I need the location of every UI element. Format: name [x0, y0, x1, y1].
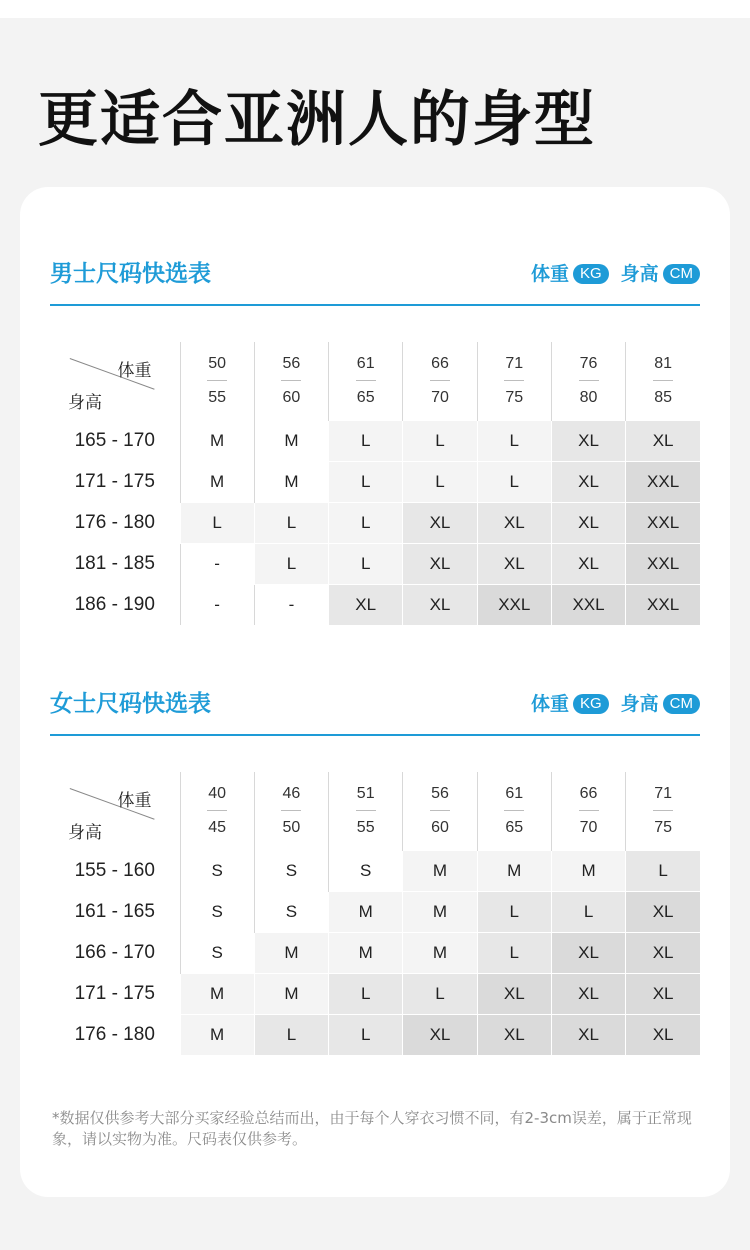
size-cell: L [329, 503, 403, 544]
table-row [50, 421, 700, 462]
weight-min: 40 [208, 785, 227, 802]
range-separator [281, 380, 301, 381]
size-cell: M [254, 933, 328, 974]
table-row [50, 585, 700, 626]
weight-range-header [626, 772, 700, 851]
weight-unit-label: 体重 [530, 263, 569, 285]
women-section-header [50, 687, 700, 727]
weight-min: 81 [654, 355, 672, 372]
size-cell: XL [551, 503, 625, 544]
size-cell: L [254, 544, 328, 585]
weight-min: 56 [282, 355, 301, 372]
weight-max: 85 [654, 389, 672, 406]
size-cell: XL [551, 421, 625, 462]
size-cell: L [551, 892, 625, 933]
men-size-table [50, 342, 700, 625]
size-cell: XXL [551, 585, 625, 626]
range-separator [504, 380, 524, 381]
size-cell: S [180, 892, 254, 933]
height-range-cell: 171 - 175 [50, 462, 180, 503]
weight-min: 71 [505, 355, 524, 372]
size-cell: S [180, 851, 254, 892]
size-cell: L [329, 1015, 403, 1056]
men-section-header [50, 257, 700, 297]
height-range-cell: 176 - 180 [50, 503, 180, 544]
size-cell: XL [551, 462, 625, 503]
weight-min: 46 [282, 785, 301, 802]
section-divider [50, 734, 700, 736]
height-axis-label: 身高 [68, 823, 102, 843]
size-cell: M [403, 933, 477, 974]
weight-max: 75 [505, 389, 524, 406]
size-cell: M [180, 1015, 254, 1056]
range-separator [579, 810, 599, 811]
weight-range-header [329, 772, 403, 851]
size-cell: XL [477, 544, 551, 585]
unit-legend [531, 261, 700, 287]
weight-max: 55 [208, 389, 227, 406]
size-cell: M [180, 421, 254, 462]
weight-range-header [403, 772, 477, 851]
size-cell: L [329, 544, 403, 585]
size-chart-card [20, 187, 730, 1197]
height-axis-label: 身高 [68, 393, 102, 413]
header-row [50, 342, 700, 421]
weight-max: 60 [282, 389, 301, 406]
size-cell: XL [477, 503, 551, 544]
size-cell: - [180, 585, 254, 626]
weight-range-header [477, 772, 551, 851]
kg-unit-badge: KG [573, 694, 609, 714]
size-cell: XL [626, 974, 700, 1015]
size-cell: XL [329, 585, 403, 626]
weight-min: 76 [579, 355, 598, 372]
size-cell: L [329, 421, 403, 462]
range-separator [430, 810, 450, 811]
weight-max: 55 [356, 819, 375, 836]
range-separator [207, 810, 227, 811]
size-cell: - [254, 585, 328, 626]
size-cell: S [329, 851, 403, 892]
size-cell: XL [626, 892, 700, 933]
size-cell: XL [477, 974, 551, 1015]
weight-range-header [551, 772, 625, 851]
size-cell: M [180, 462, 254, 503]
height-range-cell: 165 - 170 [50, 421, 180, 462]
size-cell: XXL [626, 585, 700, 626]
weight-range-header [254, 772, 328, 851]
weight-max: 60 [431, 819, 449, 836]
weight-min: 51 [356, 785, 375, 802]
range-separator [579, 380, 599, 381]
height-unit-label: 身高 [620, 693, 659, 715]
weight-range-header [254, 342, 328, 421]
weight-range-header [626, 342, 700, 421]
height-range-cell: 176 - 180 [50, 1015, 180, 1056]
weight-max: 45 [208, 819, 227, 836]
height-range-cell: 186 - 190 [50, 585, 180, 626]
size-cell: M [551, 851, 625, 892]
size-cell: S [180, 933, 254, 974]
size-cell: XL [626, 1015, 700, 1056]
size-cell: XXL [477, 585, 551, 626]
weight-min: 56 [431, 785, 449, 802]
size-cell: M [403, 851, 477, 892]
table-row [50, 851, 700, 892]
weight-min: 50 [208, 355, 227, 372]
table-row [50, 892, 700, 933]
table-row [50, 544, 700, 585]
page-title: 更适合亚洲人的身型 [38, 85, 596, 155]
height-unit-label: 身高 [620, 263, 659, 285]
size-cell: XL [403, 503, 477, 544]
weight-max: 75 [654, 819, 672, 836]
size-cell: M [254, 421, 328, 462]
weight-max: 70 [431, 389, 449, 406]
size-cell: - [180, 544, 254, 585]
range-separator [653, 810, 673, 811]
size-cell: M [254, 462, 328, 503]
size-cell: S [254, 892, 328, 933]
kg-unit-badge: KG [573, 264, 609, 284]
size-cell: XL [477, 1015, 551, 1056]
size-cell: M [329, 892, 403, 933]
weight-min: 66 [579, 785, 598, 802]
weight-max: 65 [505, 819, 524, 836]
size-cell: XL [403, 544, 477, 585]
weight-max: 70 [579, 819, 598, 836]
height-range-cell: 166 - 170 [50, 933, 180, 974]
weight-axis-label: 体重 [117, 361, 152, 381]
size-cell: M [403, 892, 477, 933]
height-range-cell: 155 - 160 [50, 851, 180, 892]
size-cell: M [180, 974, 254, 1015]
weight-min: 61 [356, 355, 375, 372]
size-cell: XL [551, 933, 625, 974]
range-separator [504, 810, 524, 811]
size-cell: L [254, 1015, 328, 1056]
size-cell: L [254, 503, 328, 544]
range-separator [653, 380, 673, 381]
size-cell: S [254, 851, 328, 892]
height-range-cell: 161 - 165 [50, 892, 180, 933]
size-cell: L [626, 851, 700, 892]
women-size-section [50, 687, 700, 1045]
size-cell: L [329, 462, 403, 503]
height-range-cell: 181 - 185 [50, 544, 180, 585]
weight-range-header [180, 772, 254, 851]
corner-header-cell [50, 772, 180, 851]
weight-axis-label: 体重 [117, 791, 152, 811]
weight-range-header [180, 342, 254, 421]
size-cell: XXL [626, 462, 700, 503]
weight-max: 65 [356, 389, 375, 406]
top-band [0, 0, 750, 18]
cm-unit-badge: CM [663, 264, 700, 284]
weight-range-header [403, 342, 477, 421]
size-cell: M [329, 933, 403, 974]
weight-min: 71 [654, 785, 672, 802]
weight-range-header [477, 342, 551, 421]
women-section-title: 女士尺码快选表 [50, 691, 211, 717]
weight-min: 66 [431, 355, 449, 372]
section-divider [50, 304, 700, 306]
size-cell: L [403, 421, 477, 462]
cm-unit-badge: CM [663, 694, 700, 714]
unit-legend [531, 691, 700, 717]
size-cell: L [329, 974, 403, 1015]
disclaimer-note: *数据仅供参考大部分买家经验总结而出，由于每个人穿衣习惯不同，有2-3cm误差，属于正常现象，请以实物为准。尺码表仅供参考。 [52, 1109, 692, 1148]
range-separator [430, 380, 450, 381]
women-size-table [50, 772, 700, 1055]
weight-min: 61 [505, 785, 524, 802]
size-cell: M [477, 851, 551, 892]
weight-range-header [329, 342, 403, 421]
weight-unit-label: 体重 [530, 693, 569, 715]
size-cell: XXL [626, 503, 700, 544]
men-size-section [50, 257, 700, 615]
size-cell: L [477, 462, 551, 503]
corner-header-cell [50, 342, 180, 421]
size-cell: L [403, 462, 477, 503]
size-cell: XL [626, 933, 700, 974]
size-cell: XL [551, 544, 625, 585]
table-row [50, 462, 700, 503]
size-cell: L [477, 892, 551, 933]
size-cell: XL [551, 1015, 625, 1056]
weight-range-header [551, 342, 625, 421]
range-separator [356, 380, 376, 381]
height-range-cell: 171 - 175 [50, 974, 180, 1015]
size-cell: XL [626, 421, 700, 462]
range-separator [281, 810, 301, 811]
table-row [50, 974, 700, 1015]
size-cell: XL [403, 585, 477, 626]
table-row [50, 503, 700, 544]
size-cell: L [477, 933, 551, 974]
size-cell: XXL [626, 544, 700, 585]
weight-max: 80 [579, 389, 598, 406]
size-cell: L [403, 974, 477, 1015]
table-row [50, 933, 700, 974]
size-cell: L [477, 421, 551, 462]
range-separator [356, 810, 376, 811]
table-row [50, 1015, 700, 1056]
size-cell: L [180, 503, 254, 544]
weight-max: 50 [282, 819, 301, 836]
size-cell: M [254, 974, 328, 1015]
men-section-title: 男士尺码快选表 [50, 261, 211, 287]
range-separator [207, 380, 227, 381]
size-cell: XL [403, 1015, 477, 1056]
size-cell: XL [551, 974, 625, 1015]
header-row [50, 772, 700, 851]
